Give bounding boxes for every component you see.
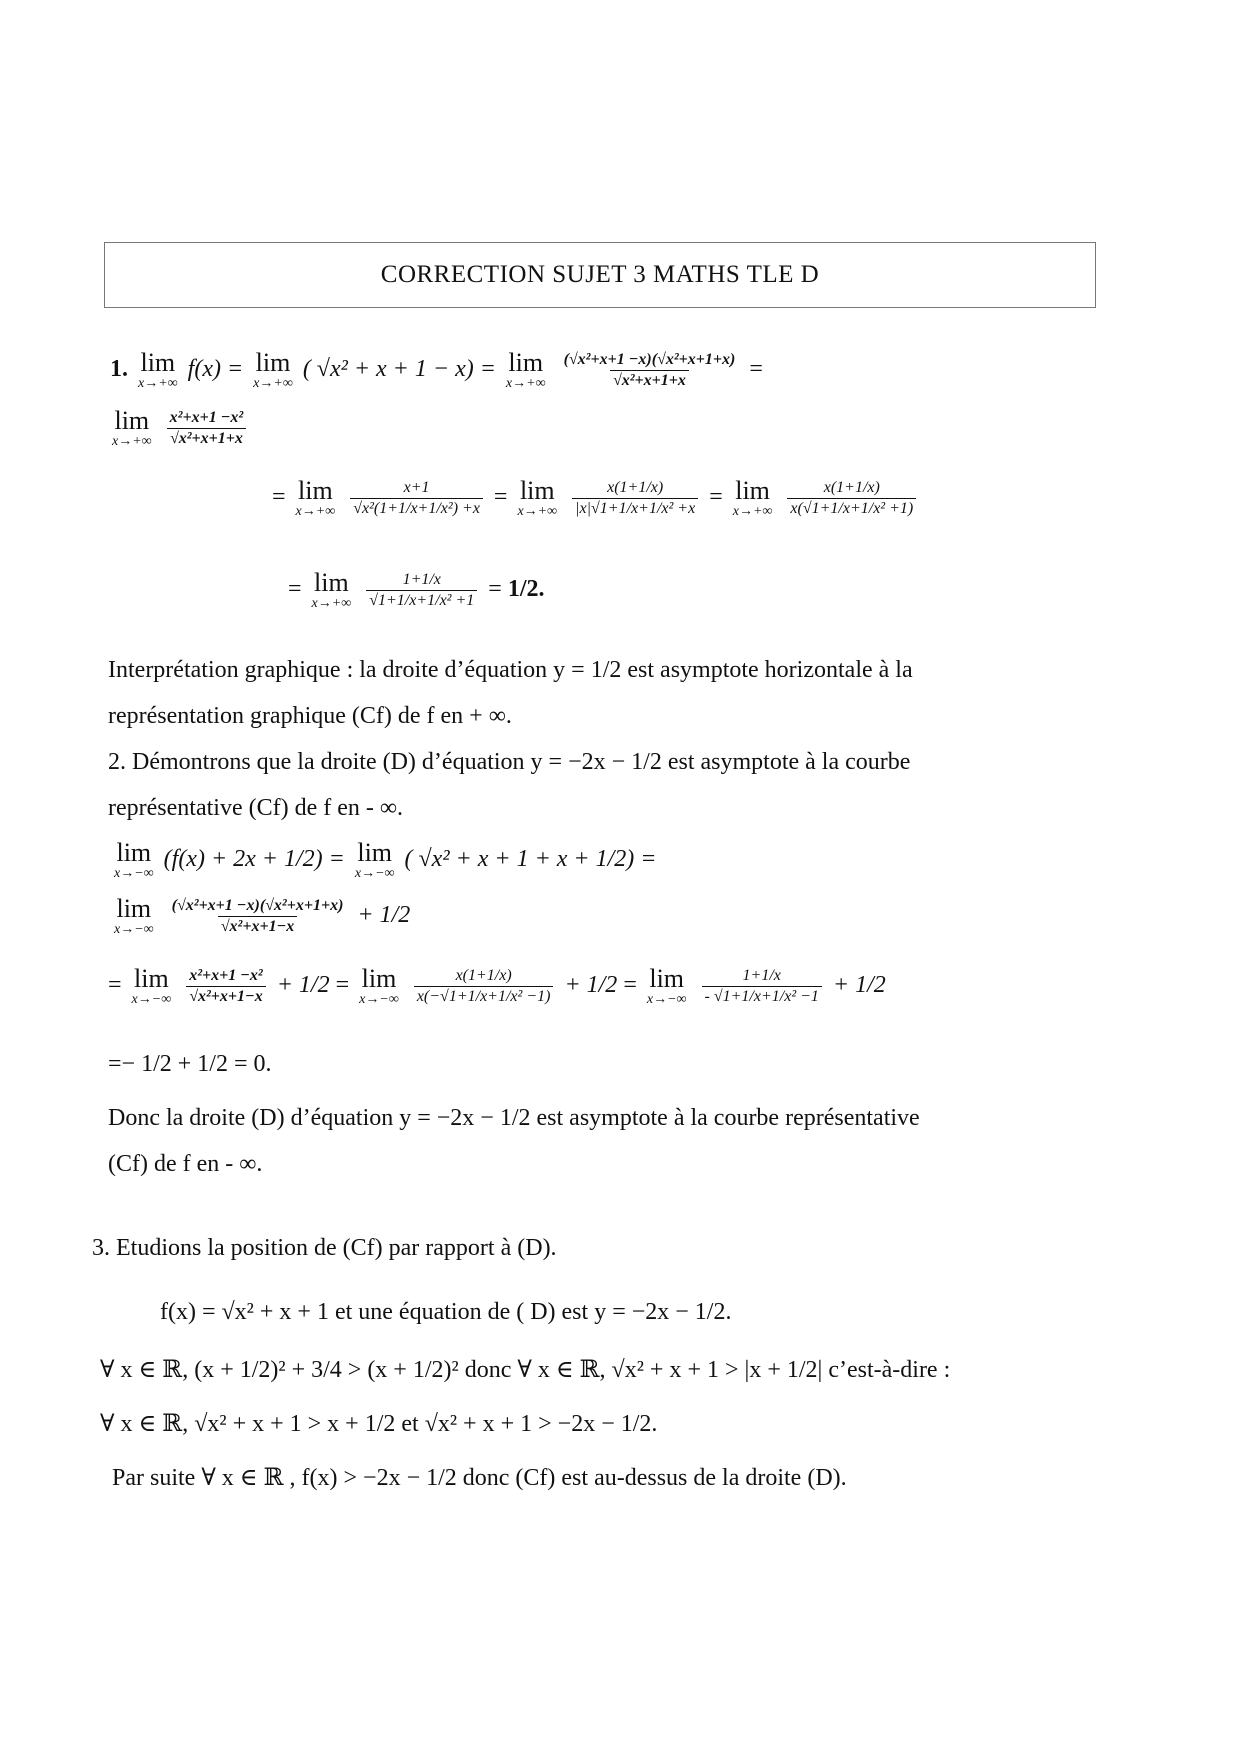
fraction: $\frac{\text{x²+x+1 −x²}}{\text{√x²+x+1−x}}$ xyxy=(186,968,266,1005)
fraction: $\frac{x(1+1/x)}{\text{x(−√1+1/x+1/x² −1)}}$ xyxy=(414,968,554,1005)
limit: lim x→+∞ xyxy=(732,476,773,519)
q3-line2: ∀ x ∈ ℝ, (x + 1/2)² + 3/4 > (x + 1/2)² donc ∀ x ∈ ℝ, √x² + x + 1 > |x + 1/2| c’est-à-dire : xyxy=(100,1357,951,1383)
limit: lim x→−∞ xyxy=(354,838,395,881)
limit: lim x→−∞ xyxy=(131,964,172,1007)
limit: lim x→+∞ xyxy=(505,348,546,391)
limit: lim x→−∞ xyxy=(646,964,687,1007)
q1-interpretation-2: représentation graphique (Cf) de f en + ∞. xyxy=(108,703,512,729)
limit: lim x→+∞ xyxy=(138,348,178,391)
q3-heading: 3. Etudions la position de (Cf) par rapport à (D). xyxy=(92,1235,557,1261)
expr: ( √x² + x + 1 − x) = xyxy=(302,356,496,383)
expr: ( √x² + x + 1 + x + 1/2) = xyxy=(404,846,657,873)
limit: lim x→+∞ xyxy=(311,568,352,611)
page-title: CORRECTION SUJET 3 MATHS TLE D xyxy=(380,261,820,288)
q2-statement-1: 2. Démontrons que la droite (D) d’équation y = −2x − 1/2 est asymptote à la courbe xyxy=(108,749,911,775)
q2-line2 xyxy=(110,896,410,937)
limit: lim x→+∞ xyxy=(295,476,336,519)
q1-line4: = lim x→+∞ $\frac{1+1/x}{\text{√1+1/x+1/x² +1}}$ = 1/2. xyxy=(288,568,545,611)
limit: lim x→+∞ xyxy=(517,476,558,519)
q2-conclusion-1: Donc la droite (D) d’équation y = −2x − 1/2 est asymptote à la courbe représentative xyxy=(108,1105,920,1131)
q1-result: 1/2. xyxy=(507,576,545,603)
q2-final: =− 1/2 + 1/2 = 0. xyxy=(108,1051,272,1077)
q2-conclusion-2: (Cf) de f en - ∞. xyxy=(108,1151,263,1177)
fraction: $\frac{\text{(√x²+x+1 −x)(√x²+x+1+x)}}{\text{√x²+x+1+x}}$ xyxy=(563,351,736,389)
q3-line4: Par suite ∀ x ∈ ℝ , f(x) > −2x − 1/2 donc (Cf) est au-dessus de la droite (D). xyxy=(112,1465,847,1491)
limit: lim x→−∞ xyxy=(359,964,399,1007)
fraction: $\frac{x+1}{\text{√x²(1+1/x+1/x²) +x}}$ xyxy=(350,480,483,517)
q3-line1: f(x) = √x² + x + 1 et une équation de ( D) est y = −2x − 1/2. xyxy=(160,1299,732,1325)
limit: lim x→−∞ xyxy=(114,838,154,881)
fraction: $\frac{1+1/x}{\text{√1+1/x+1/x² +1}}$ xyxy=(366,572,477,609)
fraction: $\frac{x(1+1/x)}{\text{|x|√1+1/x+1/x² +x}}$ xyxy=(572,480,698,517)
q2-statement-2: représentative (Cf) de f en - ∞. xyxy=(108,795,403,821)
limit: lim x→+∞ xyxy=(112,406,152,449)
q1-line3: = lim x→+∞ $\frac{x+1}{\text{√x²(1+1/x+1/x²) +x}}$ = lim x→+∞ $\frac{x(1+1/x)}{\text{|x|√1+1/x+1/x² +x}}$ = lim x→+∞ $\frac{x(1+1/x)}{\text{x(√1+1/x+1/x² +1)}}$ xyxy=(272,478,921,519)
fraction: $\frac{\text{(√x²+x+1 −x)(√x²+x+1+x)}}{\text{√x²+x+1−x}}$ xyxy=(171,897,344,935)
fraction: $\frac{x(1+1/x)}{\text{x(√1+1/x+1/x² +1)}}$ xyxy=(787,480,916,517)
plus-half: + 1/2 xyxy=(357,902,411,929)
q1-line1: 1. lim x→+∞ f(x) = lim x→+∞ ( √x² + x + 1 − x) = lim x→+∞ $\frac{\text{(√x²+x+1 −x)(√x²+x+1+x)}}{\text{√x²+x+1+x}}$ = xyxy=(110,348,763,391)
expr: (f(x) + 2x + 1/2) = xyxy=(163,846,345,873)
fx-expr: f(x) = xyxy=(187,356,244,383)
q1-number: 1. xyxy=(110,356,128,383)
limit: lim x→−∞ xyxy=(114,894,154,937)
title-box xyxy=(104,242,1096,308)
q1-interpretation-1: Interprétation graphique : la droite d’équation y = 1/2 est asymptote horizontale à la xyxy=(108,657,913,683)
q1-line2 xyxy=(108,408,251,449)
q2-line3: = lim x→−∞ $\frac{\text{x²+x+1 −x²}}{\text{√x²+x+1−x}}$ + 1/2 = lim x→−∞ $\frac{x(1+1/x)}{\text{x(−√1+1/x+1/x² −1)}}$ + 1/2 = lim x→−∞ $\frac{1+1/x}{\text{- √1+1/x+1/x² −1}}$ + 1/2 xyxy=(108,964,886,1007)
limit: lim x→+∞ xyxy=(253,348,293,391)
fraction: $\frac{\text{x²+x+1 −x²}}{\text{√x²+x+1+x}}$ xyxy=(167,410,247,447)
q3-line3: ∀ x ∈ ℝ, √x² + x + 1 > x + 1/2 et √x² + x + 1 > −2x − 1/2. xyxy=(100,1411,658,1437)
q2-line1 xyxy=(110,840,656,881)
fraction: $\frac{1+1/x}{\text{- √1+1/x+1/x² −1}}$ xyxy=(702,968,822,1005)
